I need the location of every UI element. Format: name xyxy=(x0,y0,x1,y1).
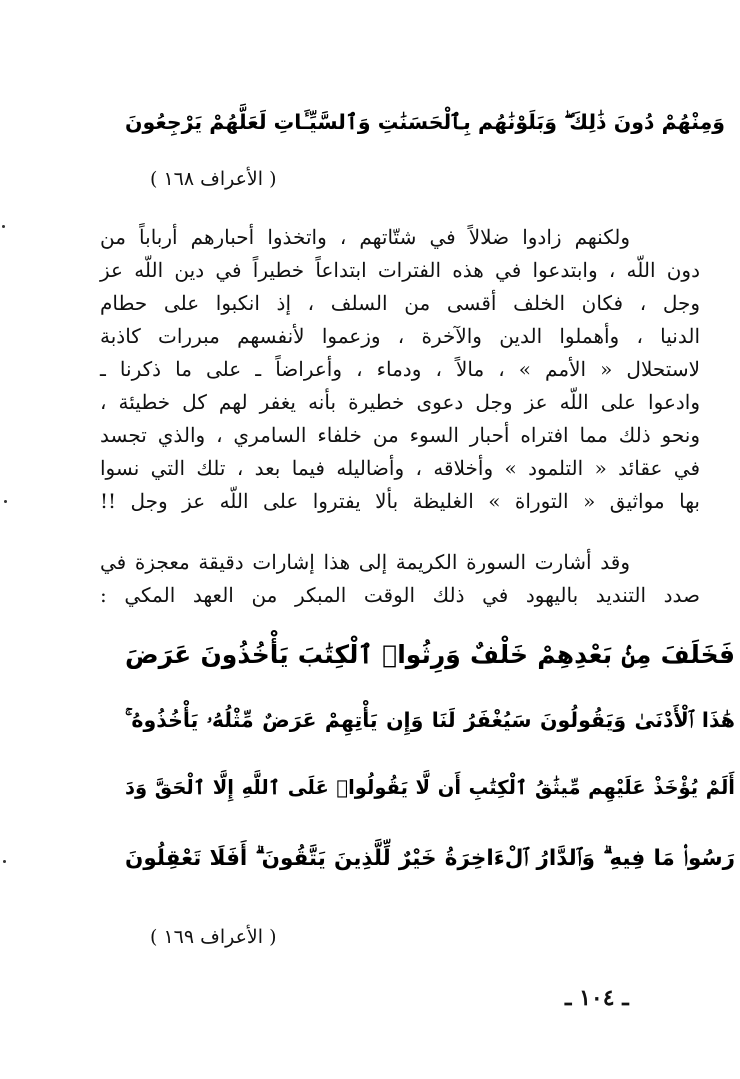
paragraph-line: لاستحلال « الأمم » ، مالاً ، ودماء ، وأعراضاً ـ على ما ذكرنا ـ xyxy=(100,357,700,381)
paragraph-line: ولكنهم زادوا ضلالاً في شتّاتهم ، واتخذوا أحبارهم أرباباً من xyxy=(100,225,630,249)
paragraph-line: وجل ، فكان الخلف أقسى من السلف ، إذ انكبوا على حطام xyxy=(100,291,700,315)
page-number: ـ ١٠٤ ـ xyxy=(565,985,629,1011)
paragraph-line: دون اللّه ، وابتدعوا في هذه الفترات ابتداعاً خطيراً في دين اللّه عز xyxy=(100,258,700,282)
paragraph-line: في عقائد « التلمود » وأخلاقه ، وأضاليله فيما بعد ، تلك التي نسوا xyxy=(100,456,700,480)
paragraph-line: صدد التنديد باليهود في ذلك الوقت المبكر من العهد المكي : xyxy=(100,583,700,607)
paragraph-line: ونحو ذلك مما افتراه أحبار السوء من خلفاء السامري ، والذي تجسد xyxy=(100,423,700,447)
verse-line: رَسُوا۟ مَا فِيهِ ۗ وَٱلدَّارُ ٱلْءَاخِرَةُ خَيْرٌ لِّلَّذِينَ يَتَّقُونَ ۗ أَفَلَا تَعْقِلُونَ xyxy=(125,846,735,871)
verse-reference-169: ( الأعراف ١٦٩ ) xyxy=(150,926,277,948)
verse-line: هَٰذَا ٱلْأَدْنَىٰ وَيَقُولُونَ سَيُغْفَرُ لَنَا وَإِن يَأْتِهِمْ عَرَضٌ مِّثْلُهُۥ يَأْخُذُوهُ ۚ xyxy=(125,708,735,732)
quran-verse-araf-168: وَمِنْهُمْ دُونَ ذَٰلِكَ ۖ وَبَلَوْنَٰهُم بِٱلْحَسَنَٰتِ وَٱلسَّيِّـَٔاتِ لَعَلَّهُمْ يَرْجِعُونَ xyxy=(124,110,725,134)
paragraph-line: بها مواثيق « التوراة » الغليظة بألا يفتروا على اللّه عز وجل !! xyxy=(100,489,700,513)
paragraph-line: وادعوا على اللّه عز وجل دعوى خطيرة بأنه يغفر لهم كل خطيئة ، xyxy=(100,390,700,414)
scan-dot xyxy=(4,500,7,503)
paragraph-line: وقد أشارت السورة الكريمة إلى هذا إشارات دقيقة معجزة في xyxy=(100,550,630,574)
verse-line: فَخَلَفَ مِنۢ بَعْدِهِمْ خَلْفٌ وَرِثُوا۟ ٱلْكِتَٰبَ يَأْخُذُونَ عَرَضَ xyxy=(125,640,735,669)
scan-dot xyxy=(3,860,6,863)
verse-reference-168: ( الأعراف ١٦٨ ) xyxy=(150,168,277,190)
scan-dot xyxy=(2,225,5,228)
paragraph-line: الدنيا ، وأهملوا الدين والآخرة ، وزعموا لأنفسهم مبررات كاذبة xyxy=(100,324,700,348)
verse-line: أَلَمْ يُؤْخَذْ عَلَيْهِم مِّيثَٰقُ ٱلْكِتَٰبِ أَن لَّا يَقُولُوا۟ عَلَى ٱللَّهِ إِلَّا ٱلْحَقَّ وَدَ xyxy=(125,776,735,799)
